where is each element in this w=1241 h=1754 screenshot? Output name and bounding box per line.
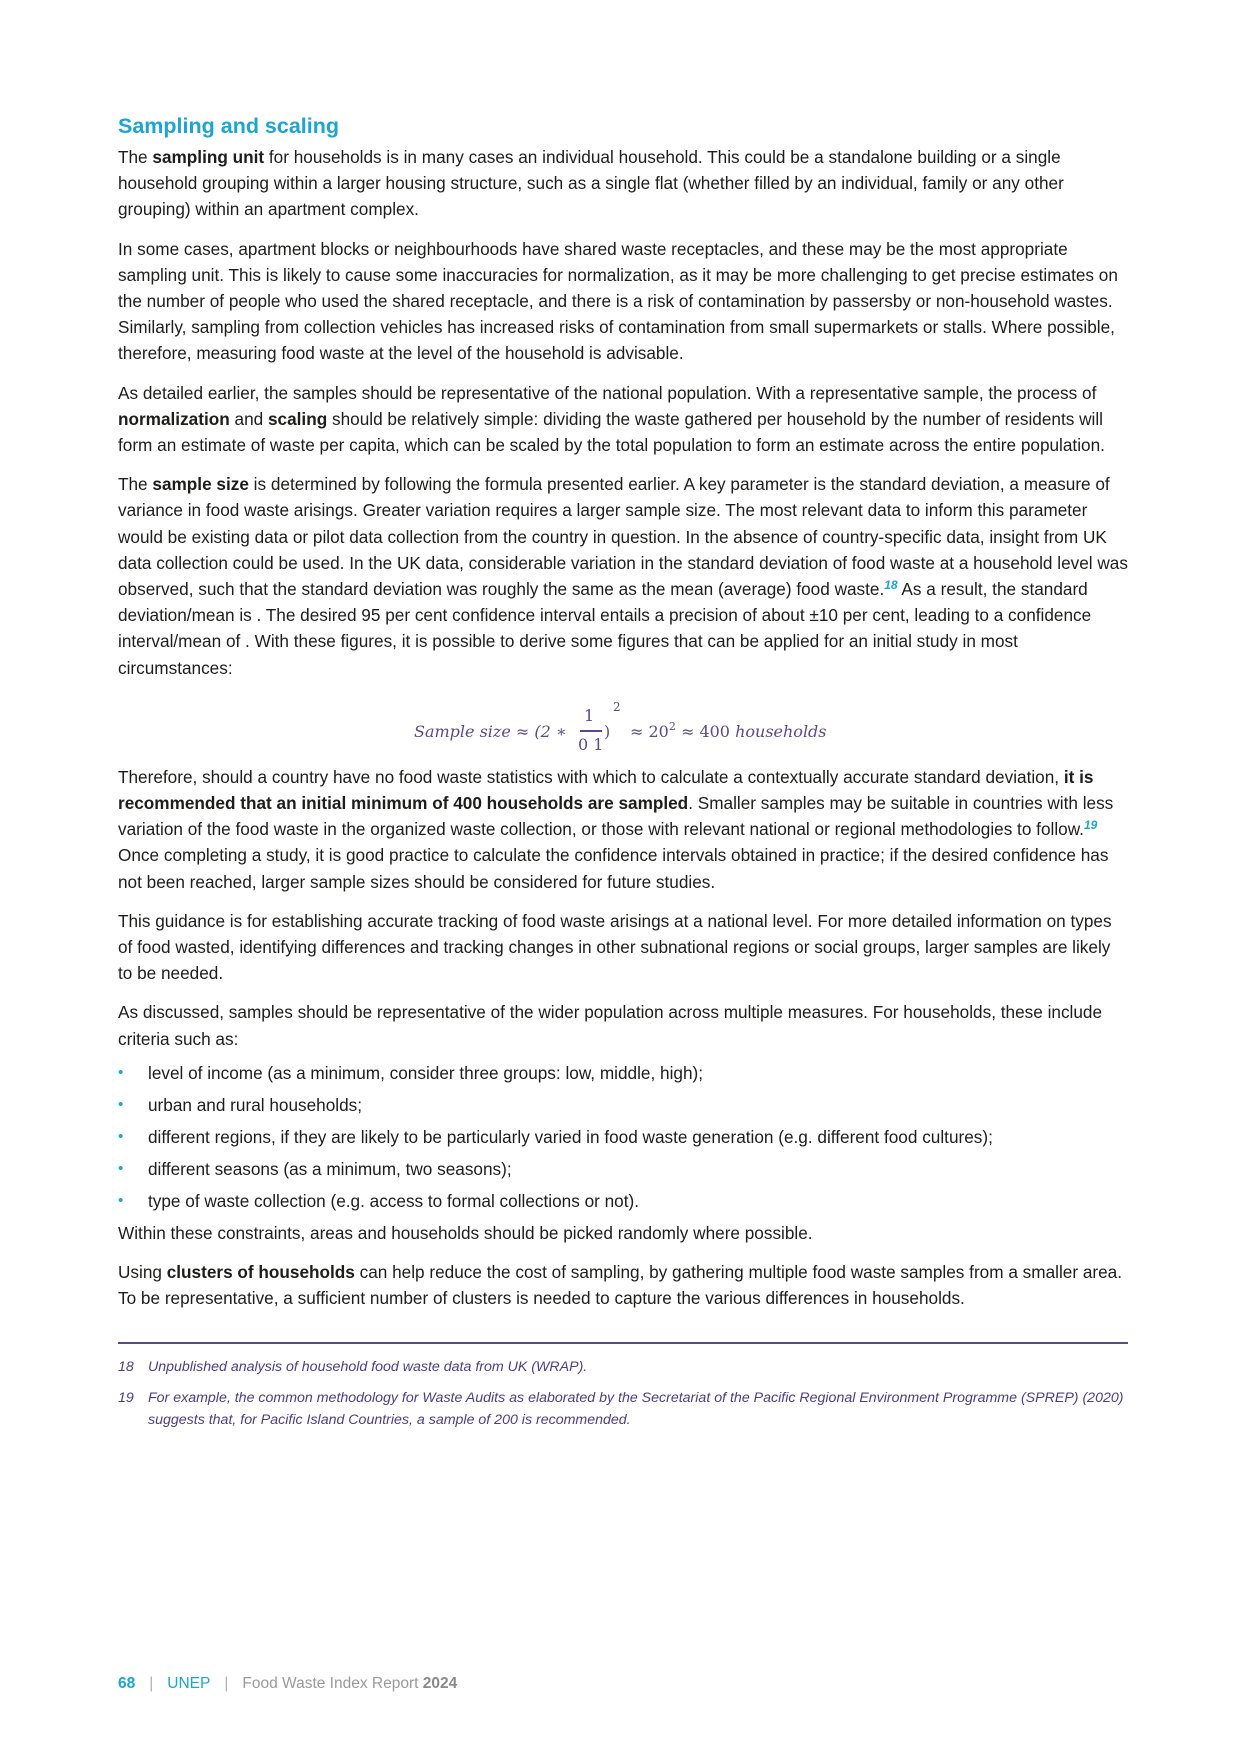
criteria-list — [118, 1060, 1128, 1214]
bullet-icon: • — [118, 1063, 124, 1081]
list-item: • different seasons (as a minimum, two seasons); — [118, 1156, 1128, 1182]
footer-org: UNEP — [167, 1675, 211, 1692]
list-item: • level of income (as a minimum, consider three groups: low, middle, high); — [118, 1060, 1128, 1086]
bullet-icon: • — [118, 1191, 124, 1209]
formula-right: ≈ $20^2 \approx 400$ households — [630, 719, 827, 741]
page-number: 68 — [118, 1675, 136, 1692]
recommendation-text: it is recommended that an initial minimum of 400 households are sampled — [118, 766, 1094, 814]
footer-separator: | — [149, 1675, 154, 1692]
footnote-19: 19 For example, the common methodology for Waste Audits as elaborated by the Secretariat of the Pacific Regional Environment Programme (SPREP) (2020) suggests that, for Pacific Island Countries, a sample of 200 is recommended. — [118, 1387, 1128, 1431]
term-sample-size: sample size — [152, 474, 249, 495]
footnote-divider — [118, 1342, 1128, 1344]
footnote-18: 18 Unpublished analysis of household food waste data from UK (WRAP). — [118, 1356, 1128, 1378]
footnote-number: 19 — [118, 1389, 134, 1406]
formula-fraction-bar — [580, 730, 602, 732]
paragraph-shared-receptacles: In some cases, apartment blocks or neighbourhoods have shared waste receptacles, and these may be the most appropriate sampling unit. This is likely to cause some inaccuracies for normalization, as it may be more challenging to get precise estimates on the number of people who used the shared receptacle, and there is a risk of contamination by passersby or non-household wastes. Similarly, sampling from collection vehicles has increased risks of contamination from small supermarkets or stalls. Where possible, therefore, measuring food waste at the level of the household is advisable. — [118, 238, 1118, 364]
footnote-ref-18[interactable]: 18 — [884, 578, 898, 593]
paragraph-guidance: This guidance is for establishing accurate tracking of food waste arisings at a national level. For more detailed information on types of food wasted, identifying differences and tracking changes in other subnational regions or social groups, larger samples are likely to be needed. — [118, 910, 1112, 984]
bullet-icon: • — [118, 1127, 124, 1145]
page-content — [118, 112, 1128, 1440]
formula-denominator: 0 1 — [578, 734, 604, 754]
paragraph-random-selection: Within these constraints, areas and households should be picked randomly where possible. — [118, 1222, 813, 1243]
paragraph-normalization: As detailed earlier, the samples should be representative of the national population. With a representative sample, the process of normalization and scaling should be relatively simple: dividing the waste gathered per household by the number of residents will form an estimate of waste per capita, which can be scaled by the total population to form an estimate across the entire population. — [118, 382, 1105, 456]
term-sampling-unit: sampling unit — [152, 147, 265, 167]
paragraph-sampling-unit: The sampling unit for households is in many cases an individual household. This could be a standalone building or a single household grouping within a larger housing structure, such as a single flat (whether filled by an individual, family or any other grouping) within an apartment complex. — [118, 147, 1064, 220]
footer-title: Food Waste Index Report — [242, 1675, 419, 1692]
formula-numerator: 1 — [584, 705, 595, 725]
footnote-ref-19[interactable]: 19 — [1083, 818, 1098, 833]
list-item: • type of waste collection (e.g. access to formal collections or not). — [118, 1188, 1128, 1214]
term-scaling: scaling — [267, 408, 328, 429]
bullet-icon: • — [118, 1159, 124, 1177]
term-clusters: clusters of households — [166, 1262, 355, 1283]
footer-separator: | — [224, 1675, 229, 1692]
paragraph-criteria-intro: As discussed, samples should be representative of the wider population across multiple measures. For households, these include criteria such as: — [118, 1002, 1103, 1049]
bullet-icon: • — [118, 1095, 124, 1113]
footer-year: 2024 — [422, 1675, 458, 1692]
sample-size-formula — [118, 694, 1128, 754]
paragraph-recommendation: Therefore, should a country have no food waste statistics with which to calculate a contextually accurate standard deviation, it is recommended that an initial minimum of 400 households are sampled. Smaller samples may be suitable in countries with less variation of the food waste in the organized waste collection, or those with relevant national or regional methodologies to follow.$^{19}$ Once completing a study, it is good practice to calculate the confidence intervals obtained in practice; if the desired confidence has not been reached, larger sample sizes should be considered for future studies. — [118, 766, 1114, 892]
footnote-number: 18 — [118, 1358, 134, 1375]
list-item: • urban and rural households; — [118, 1092, 1128, 1118]
paragraph-sample-size: The sample size is determined by following the formula presented earlier. A key parameter is the standard deviation, a measure of variance in food waste arisings. Greater variation requires a larger sample size. The most relevant data to inform this parameter would be existing data or pilot data collection from the country in question. In the absence of country-specific data, insight from UK data collection could be used. In the UK data, considerable variation in the standard deviation of food waste at a household level was observed, such that the standard deviation was roughly the same as the mean (average) food waste.$^{18}$ As a result, the standard deviation/mean is . The desired 95 per cent confidence interval entails a precision of about ±10 per cent, leading to a confidence interval/mean of . With these figures, it is possible to derive some figures that can be applied for an initial study in most circumstances: — [118, 474, 1128, 678]
formula-left: Sample size ≈ (2 ∗ — [414, 721, 567, 741]
term-normalization: normalization — [118, 408, 230, 429]
section-heading: Sampling and scaling — [118, 114, 340, 138]
formula-close-paren: ) — [604, 721, 611, 741]
paragraph-clusters: Using clusters of households can help reduce the cost of sampling, by gathering multiple food waste samples from a smaller area. To be representative, a sufficient number of clusters is needed to capture the various differences in households. — [118, 1262, 1123, 1309]
formula-exponent: 2 — [613, 699, 621, 714]
page-footer — [118, 1675, 457, 1693]
list-item: • different regions, if they are likely to be particularly varied in food waste generation (e.g. different food cultures); — [118, 1124, 1128, 1150]
